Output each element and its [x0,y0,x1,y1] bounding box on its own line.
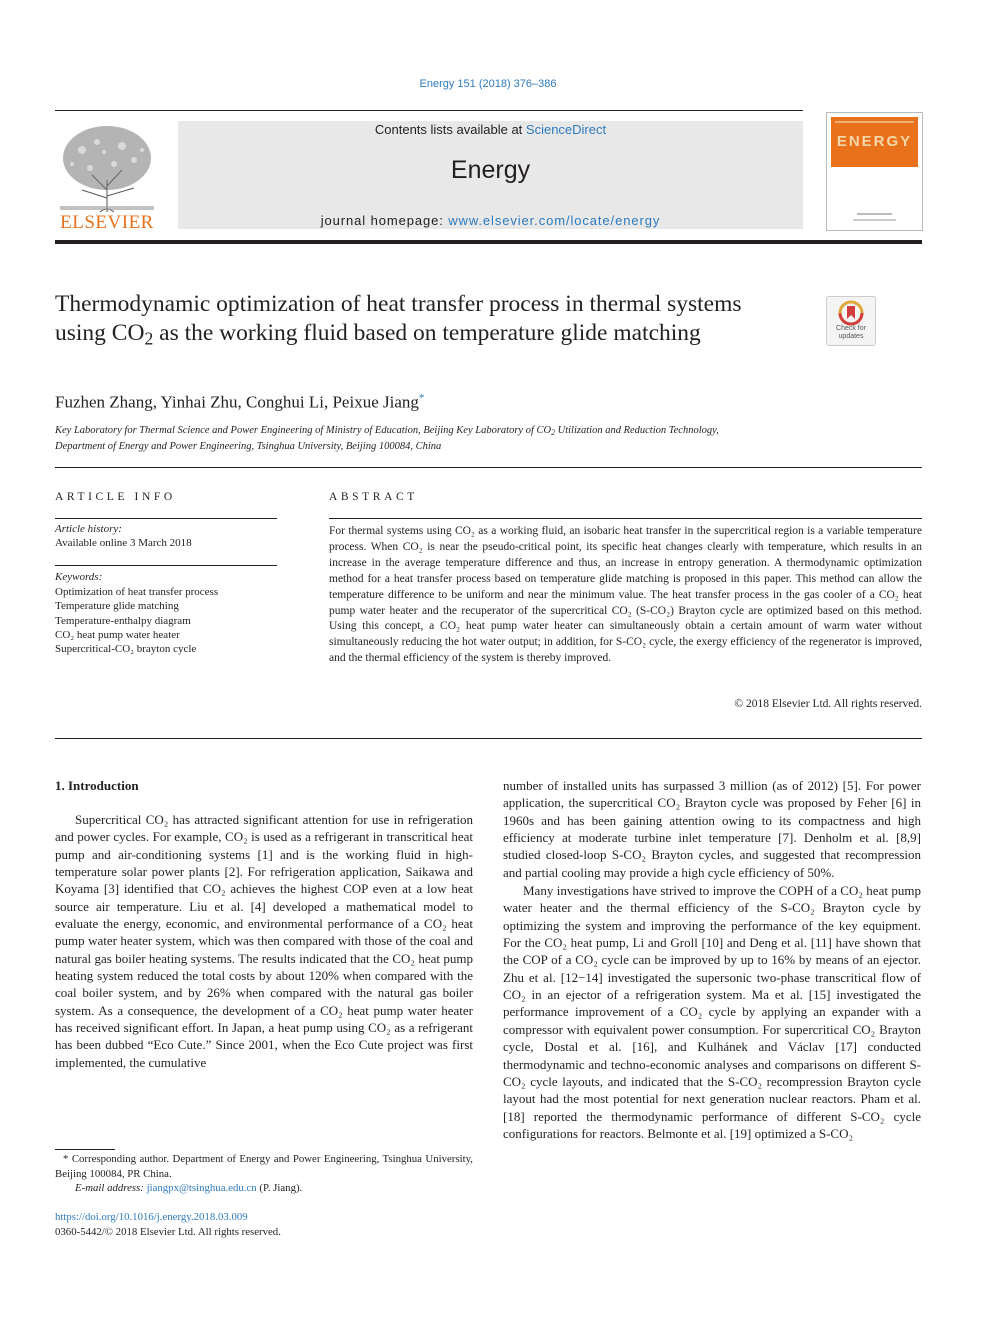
contents-prefix: Contents lists available at [374,122,526,137]
keyword-text: heat pump water heater [76,628,180,641]
keyword-item: Temperature-enthalpy diagram [55,614,191,627]
affiliation [55,423,815,455]
history-label: Article history: [55,523,122,535]
author-list [55,392,424,413]
intro-paragraph-2: Many investigations have strived to improve the COPH of a CO₂ heat pump water heater and the thermal efficiency of the S-CO₂ Brayton cycle by optimizing the system and improving the performance of the key equipment. For the CO₂ heat pump, Li and Groll [10] and Deng et al. [11] have shown that the COP of a CO₂ cycle can be improved by up to 16% by means of an ejector. Zhu et al. [12−14] investigated the supersonic two-phase transcritical flow of CO₂ in an ejector of a refrigeration system. Ma et al. [15] investigated the performance improvement of a CO₂ cycle by applying an expander with a compressor with equivalent power consumption. For supercritical CO₂ Brayton cycle, Dostal et al. [16], and Kulhánek and Václav [17] conducted thermodynamic and techno-economic analyses and comparisons on different S-CO₂ cycle layouts, and indicated that the S-CO₂ recompression Brayton cycle layout had the most potential for next generation nuclear reactors. Pham et al. [18] reported the thermodynamic performance of different S-CO₂ cycle configurations for reactors. Belmonte et al. [19] optimized a S-CO₂ [503,883,921,1141]
abstract-text: For thermal systems using CO₂ as a working fluid, an isobaric heat transfer in the supercritical region is a variable temperature process. When CO₂ is near the pseudo-critical point, its specific heat changes clearly with temperature, which results in an increase in the average temperature difference and thus, an increase in entropy generation. A thermodynamic optimization method for a heat transfer process based on temperature glide matching is proposed in this paper. This method can allow the temperature difference to be uniform and near the minimum value. The heat transfer process in the gas cooler of a CO₂ heat pump water heater and the recuperator of the supercritical CO₂ (S-CO₂) Brayton cycle are optimized based on this method. Using this concept, a CO₂ heat pump water heater can simultaneously obtain a certain amount of warm water without simultaneously reducing the hot water output; in addition, for S-CO₂ cycle, the exergy efficiency of the regenerator is improved, and the thermal efficiency of the system is thereby improved. [329,525,922,665]
keywords-rule [55,565,277,566]
right-column [503,777,921,1142]
corresponding-author-mark[interactable]: * [418,392,425,404]
journal-name: Energy [450,156,531,184]
article-info-rule [55,518,277,519]
contents-line [178,122,803,137]
header-thick-rule [55,240,922,244]
article-title [55,290,795,348]
cover-footer-line [857,213,892,215]
article-info-heading: ARTICLE INFO [55,491,176,503]
keyword-item: Optimization of heat transfer process [55,586,219,598]
footnote-rule [55,1149,115,1150]
abstract-heading: ABSTRACT [329,491,418,503]
history-value: Available online 3 March 2018 [55,537,192,549]
email-line [55,1181,473,1196]
email-suffix: (P. Jiang). [256,1182,303,1195]
cover-title: ENERGY [836,133,913,150]
check-for-updates-button[interactable] [826,296,876,346]
homepage-label: journal homepage: [320,213,449,228]
journal-cover[interactable] [826,112,923,231]
email-label: E-mail address: [75,1182,147,1195]
issn-line: 0360-5442/© 2018 Elsevier Ltd. All rights reserved. [55,1226,281,1238]
check-updates-label: Check for updates [836,325,866,340]
affiliation-line2: Department of Energy and Power Engineering, Tsinghua University, Beijing 100084, China [55,441,442,452]
homepage-line [178,213,803,228]
header-rule [55,110,803,111]
affiliation-subscript: 2 [551,427,556,437]
keyword-item: Supercritical-CO₂ brayton cycle [55,643,197,656]
abstract-bottom-rule [55,738,922,739]
keyword-item: Temperature glide matching [55,600,179,613]
title-text-end: as the working fluid based on temperature glide matching [153,320,701,346]
intro-paragraph-continued: number of installed units has surpassed 3 million (as of 2012) [5]. For power application, the supercritical CO₂ Brayton cycle was proposed by Feher [6] in 1960s and has been gaining attention owing to its compactness and high efficiency at moderate turbine inlet temperature [7]. Denholm et al. [8,9] studied closed-loop S-CO₂ Brayton cycles, and suggested that recompression and partial cooling may provide a high cycle efficiency of 50%. [503,778,921,880]
crossmark-icon [827,297,875,327]
affiliation-text: Key Laboratory for Thermal Science and Power Engineering of Ministry of Education, Beijing Key Laboratory of CO [55,425,552,436]
corresponding-author-footnote [55,1152,473,1196]
cover-stripe [835,121,914,123]
keywords-list [55,585,218,656]
title-subscript: 2 [144,328,154,349]
keyword-item [55,628,218,642]
doi-link[interactable]: https://doi.org/10.1016/j.energy.2018.03.009 [55,1211,248,1223]
cover-footer-line [853,219,896,221]
homepage-link[interactable]: www.elsevier.com/locate/energy [448,213,661,228]
intro-paragraph-1: Supercritical CO₂ has attracted significant attention for use in refrigeration and power cycles. For example, CO₂ is used as a refrigerant in transcritical heat pump and air-conditioning systems [1] and is the working fluid in high-temperature solar power plants [2]. For refrigeration application, Saikawa and Koyama [3] identified that CO₂ achieves the highest COP even at a low heat source air temperature. Liu et al. [4] developed a mathematical model to evaluate the energy, economic, and environmental performance of a CO₂ heat pump water heater system, which was then compared with those of the coal and natural gas boiler heating systems. The results indicated that the CO₂ heat pump heating system reduced the total costs by about 120% when compared with the coal boiler system, and by 26% when compared with the natural gas boiler system. As a consequence, the development of a CO₂ heat pump water heater has received significant effort. In Japan, a heat pump using CO₂ as a refrigerant has been dubbed “Eco Cute.” Since 2001, when the Eco Cute project was first implemented, the cumulative [55,812,473,1070]
elsevier-logo[interactable] [52,120,162,238]
abstract-copyright: © 2018 Elsevier Ltd. All rights reserved. [734,698,922,710]
publisher-wordmark: ELSEVIER [60,212,154,233]
affiliation-rule [55,467,922,468]
abstract-rule [329,518,922,519]
sciencedirect-link[interactable]: ScienceDirect [525,122,607,137]
authors-text: Fuzhen Zhang, Yinhai Zhu, Conghui Li, Peixue Jiang [55,392,419,412]
email-link[interactable]: jiangpx@tsinghua.edu.cn [146,1182,257,1195]
keywords-label: Keywords: [55,571,103,583]
title-text: Thermodynamic optimization of heat transfer process in thermal systems using CO [55,291,742,346]
keyword-prefix: CO₂ [55,628,77,641]
journal-citation[interactable]: Energy 151 (2018) 376–386 [419,78,557,90]
corresponding-text: * Corresponding author. Department of Energy and Power Engineering, Tsinghua University, Beijing 100084, PR China. [55,1153,473,1180]
affiliation-text-end: Utilization and Reduction Technology, [555,425,719,436]
section-heading-introduction: 1. Introduction [55,778,139,793]
